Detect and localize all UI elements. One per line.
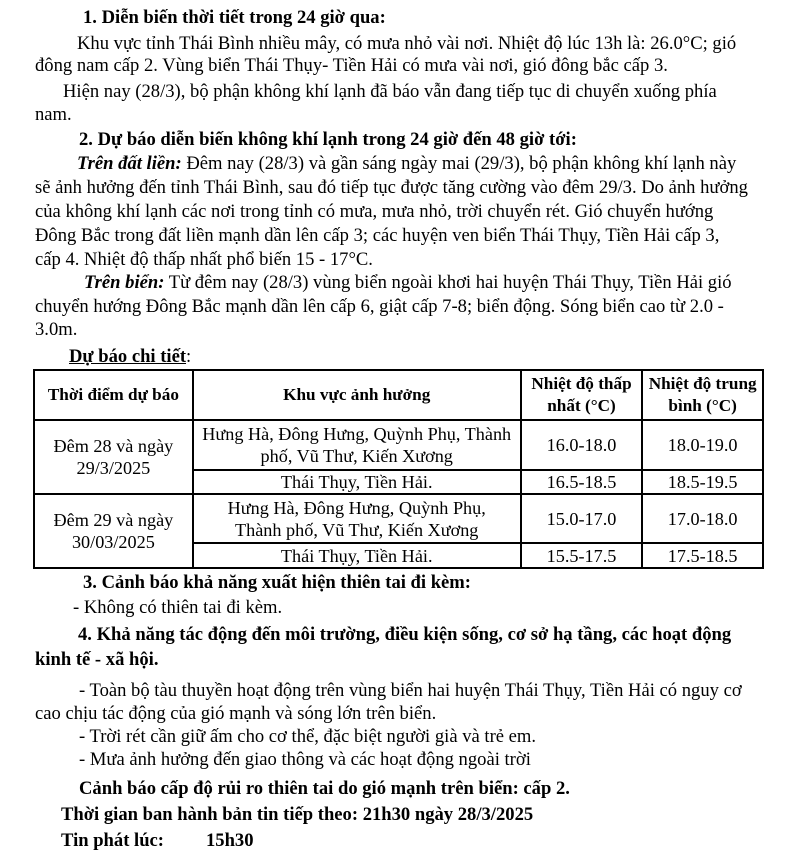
min-temp-cell: 15.0-17.0 <box>521 494 643 543</box>
table-row <box>34 494 763 543</box>
min-temp-cell: 15.5-17.5 <box>521 543 643 568</box>
issued-line <box>61 830 254 852</box>
section2-land-line2: sẽ ảnh hưởng đến tỉnh Thái Bình, sau đó tiếp tục được tăng cường vào đêm 29/3. Do ảnh hưởng <box>35 177 748 198</box>
header-area: Khu vực ảnh hưởng <box>193 370 521 420</box>
avg-temp-cell: 18.0-19.0 <box>642 420 763 470</box>
section2-land-line5: cấp 4. Nhiệt độ thấp nhất phổ biến 15 - 17°C. <box>35 249 373 270</box>
sea-label: Trên biển: <box>84 272 165 293</box>
area-cell: Hưng Hà, Đông Hưng, Quỳnh Phụ, Thành phố, Vũ Thư, Kiến Xương <box>193 420 521 470</box>
section2-land-line1 <box>77 153 736 175</box>
time-cell: Đêm 29 và ngày 30/03/2025 <box>34 494 193 568</box>
issued-label: Tin phát lúc: <box>61 830 164 851</box>
section4-item1-line1: - Toàn bộ tàu thuyền hoạt động trên vùng biển hai huyện Thái Thụy, Tiền Hải có nguy cơ <box>79 680 742 701</box>
section4-heading-line1: 4. Khả năng tác động đến môi trường, điều kiện sống, cơ sở hạ tầng, các hoạt động <box>78 624 732 645</box>
detail-label: Dự báo chi tiết: <box>69 346 192 367</box>
issued-time: 15h30 <box>206 830 254 851</box>
header-min-temp: Nhiệt độ thấp nhất (°C) <box>521 370 643 420</box>
section2-sea-line1 <box>84 272 732 294</box>
section4-item2: - Trời rét cần giữ ấm cho cơ thể, đặc biệt người già và trẻ em. <box>79 726 537 747</box>
section2-sea-line3: 3.0m. <box>35 319 78 340</box>
section1-para1-line2: đông nam cấp 2. Vùng biển Thái Thụy- Tiền Hải có mưa vài nơi, gió đông bắc cấp 3. <box>35 55 668 76</box>
area-cell: Thái Thụy, Tiền Hải. <box>193 543 521 568</box>
risk-warning: Cảnh báo cấp độ rủi ro thiên tai do gió mạnh trên biển: cấp 2. <box>79 778 570 799</box>
area-cell: Thái Thụy, Tiền Hải. <box>193 470 521 494</box>
land-label: Trên đất liền: <box>77 153 182 174</box>
avg-temp-cell: 17.0-18.0 <box>642 494 763 543</box>
section1-para1-line1: Khu vực tỉnh Thái Bình nhiều mây, có mưa nhỏ vài nơi. Nhiệt độ lúc 13h là: 26.0°C; gió <box>77 33 737 54</box>
section4-heading-line2: kinh tế - xã hội. <box>35 649 159 670</box>
min-temp-cell: 16.0-18.0 <box>521 420 643 470</box>
avg-temp-cell: 17.5-18.5 <box>642 543 763 568</box>
table-header-row <box>34 370 763 420</box>
header-time: Thời điểm dự báo <box>34 370 193 420</box>
section4-item3: - Mưa ảnh hưởng đến giao thông và các hoạt động ngoài trời <box>79 749 531 770</box>
section2-sea-line2: chuyển hướng Đông Bắc mạnh dần lên cấp 6, giật cấp 7-8; biển động. Sóng biển cao từ 2.0 - <box>35 296 724 317</box>
min-temp-cell: 16.5-18.5 <box>521 470 643 494</box>
section1-para2-line1: Hiện nay (28/3), bộ phận không khí lạnh đã báo vẫn đang tiếp tục di chuyển xuống phía <box>63 81 717 102</box>
avg-temp-cell: 18.5-19.5 <box>642 470 763 494</box>
next-bulletin: Thời gian ban hành bản tin tiếp theo: 21h30 ngày 28/3/2025 <box>61 804 534 825</box>
section4-item1-line2: cao chịu tác động của gió mạnh và sóng lớn trên biển. <box>35 703 437 724</box>
section2-heading: 2. Dự báo diễn biến không khí lạnh trong 24 giờ đến 48 giờ tới: <box>79 129 577 150</box>
section1-heading: 1. Diễn biến thời tiết trong 24 giờ qua: <box>83 7 386 28</box>
section1-para2-line2: nam. <box>35 104 72 125</box>
forecast-table <box>33 369 764 569</box>
area-cell: Hưng Hà, Đông Hưng, Quỳnh Phụ, Thành phố, Vũ Thư, Kiến Xương <box>193 494 521 543</box>
section2-land-line4: Đông Bắc trong đất liền mạnh dần lên cấp 3; các huyện ven biển Thái Thụy, Tiền Hải cấp 3, <box>35 225 720 246</box>
section3-item1: - Không có thiên tai đi kèm. <box>73 597 283 618</box>
header-avg-temp: Nhiệt độ trung bình (°C) <box>642 370 763 420</box>
section2-land-line3: của không khí lạnh các nơi trong tỉnh có mưa, mưa nhỏ, trời chuyển rét. Gió chuyển hướng <box>35 201 714 222</box>
section3-heading: 3. Cảnh báo khả năng xuất hiện thiên tai đi kèm: <box>83 572 471 593</box>
time-cell: Đêm 28 và ngày 29/3/2025 <box>34 420 193 494</box>
land-text: Đêm nay (28/3) và gần sáng ngày mai (29/3), bộ phận không khí lạnh này <box>181 153 737 174</box>
sea-text: Từ đêm nay (28/3) vùng biển ngoài khơi hai huyện Thái Thụy, Tiền Hải gió <box>164 272 732 293</box>
table-row <box>34 420 763 470</box>
